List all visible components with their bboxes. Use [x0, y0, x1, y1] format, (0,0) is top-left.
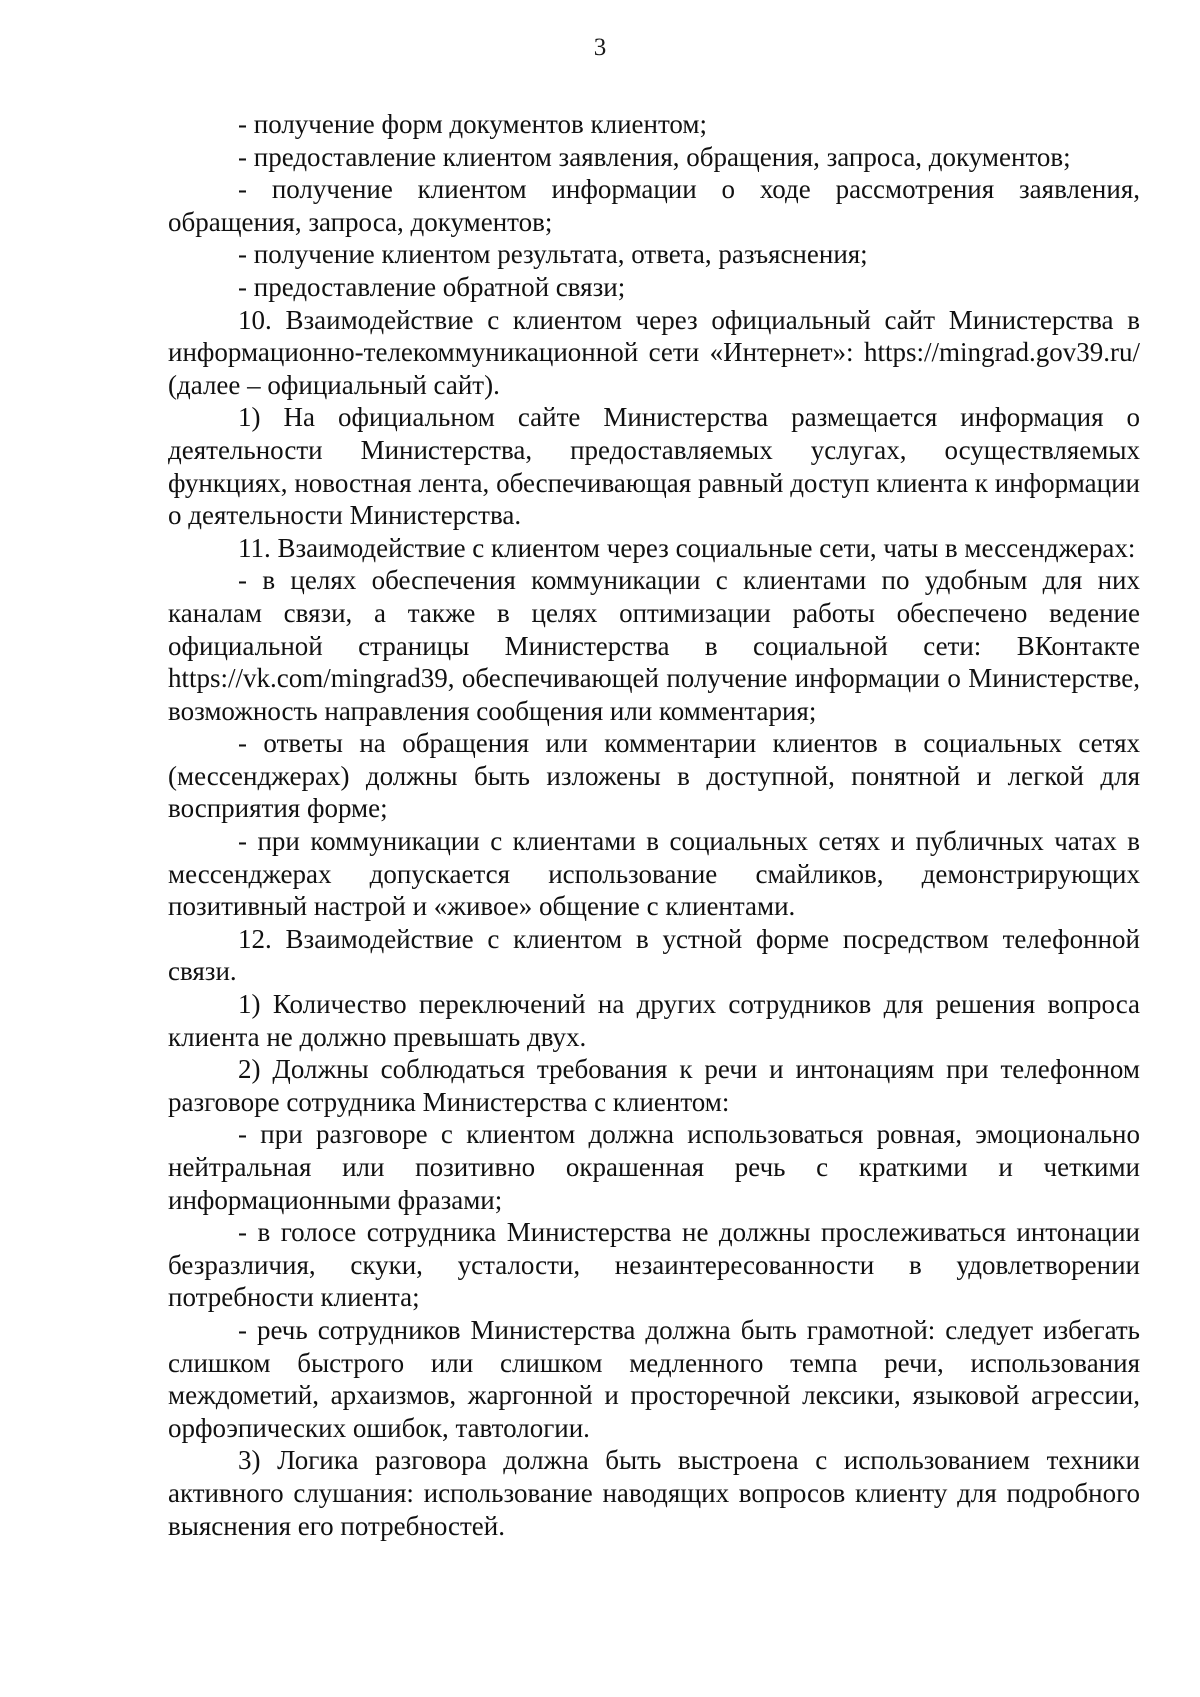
- paragraph: - при разговоре с клиентом должна использоваться ровная, эмоционально нейтральная или позитивно окрашенная речь с краткими и четкими информационными фразами;: [168, 1119, 1140, 1215]
- paragraph: 10. Взаимодействие с клиентом через официальный сайт Министерства в информационно-телекоммуникационной сети «Интернет»: https://mingrad.gov39.ru/ (далее – официальный сайт).: [168, 304, 1140, 400]
- paragraph: - предоставление обратной связи;: [238, 271, 626, 302]
- paragraph: - в голосе сотрудника Министерства не должны прослеживаться интонации безразличия, скуки, усталости, незаинтересованности в удовлетворении потребности клиента;: [168, 1217, 1140, 1313]
- page-number: 3: [593, 34, 607, 61]
- paragraph: 1) На официальном сайте Министерства размещается информация о деятельности Министерства, предоставляемых услугах, осуществляемых функциях, новостная лента, обеспечивающая равный доступ клиента к информации о деятельности Министерства.: [168, 402, 1140, 531]
- paragraph: 1) Количество переключений на других сотрудников для решения вопроса клиента не должно превышать двух.: [168, 989, 1140, 1052]
- paragraph: - в целях обеспечения коммуникации с клиентами по удобным для них каналам связи, а также в целях оптимизации работы обеспечено ведение официальной страницы Министерства в социальной сети: ВКонтакте https://vk.com/mingrad39, обеспечивающей получение информации о Министерстве, возможность направления сообщения или комментария;: [168, 565, 1140, 726]
- paragraph: 3) Логика разговора должна быть выстроена с использованием техники активного слушания: использование наводящих вопросов клиенту для подробного выяснения его потребностей.: [168, 1445, 1140, 1541]
- paragraph: 12. Взаимодействие с клиентом в устной форме посредством телефонной связи.: [168, 923, 1140, 987]
- paragraph: 11. Взаимодействие с клиентом через социальные сети, чаты в мессенджерах:: [238, 532, 1136, 563]
- document-body: [168, 108, 1140, 1542]
- paragraph: - предоставление клиентом заявления, обращения, запроса, документов;: [238, 141, 1071, 172]
- paragraph: - получение клиентом результата, ответа, разъяснения;: [238, 239, 868, 270]
- paragraph: 2) Должны соблюдаться требования к речи и интонациям при телефонном разговоре сотрудника Министерства с клиентом:: [168, 1054, 1140, 1117]
- paragraph: - ответы на обращения или комментарии клиентов в социальных сетях (мессенджерах) должны быть изложены в доступной, понятной и легкой для восприятия форме;: [168, 728, 1140, 824]
- paragraph: - получение клиентом информации о ходе рассмотрения заявления, обращения, запроса, документов;: [168, 174, 1140, 237]
- paragraph: - получение форм документов клиентом;: [238, 109, 707, 139]
- paragraph: - речь сотрудников Министерства должна быть грамотной: следует избегать слишком быстрого или слишком медленного темпа речи, использования междометий, архаизмов, жаргонной и просторечной лексики, языковой агрессии, орфоэпических ошибок, тавтологии.: [168, 1314, 1140, 1443]
- paragraph: - при коммуникации с клиентами в социальных сетях и публичных чатах в мессенджерах допускается использование смайликов, демонстрирующих позитивный настрой и «живое» общение с клиентами.: [168, 826, 1140, 922]
